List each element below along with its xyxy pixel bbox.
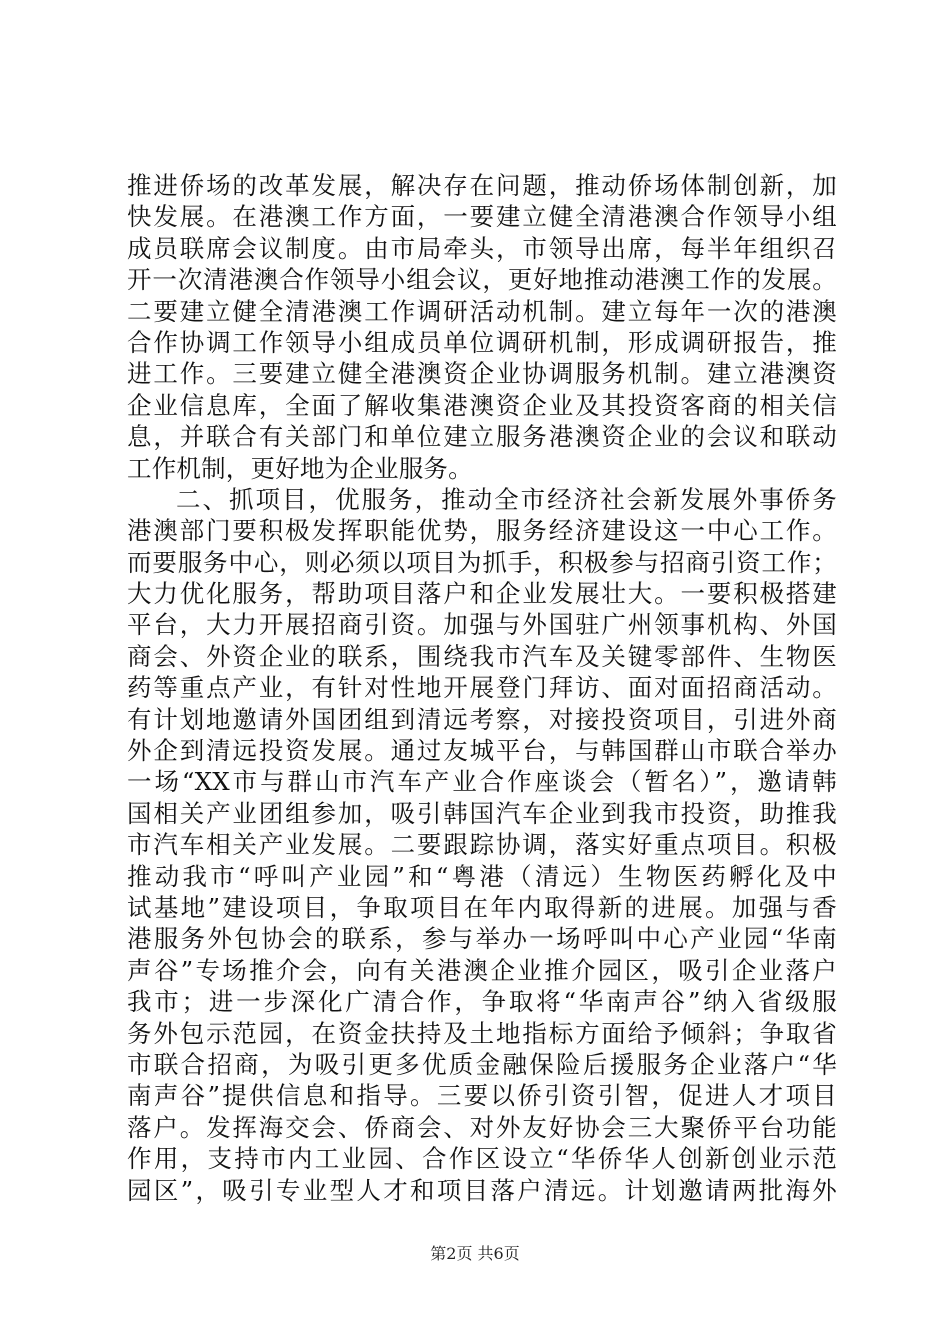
text-line: 推动我市“呼叫产业园”和“粤港（清远）生物医药孵化及中 — [127, 861, 837, 891]
text-line: 而要服务中心，则必须以项目为抓手，积极参与招商引资工作； — [127, 547, 837, 577]
text-line: 平台，大力开展招商引资。加强与外国驻广州领事机构、外国 — [127, 610, 837, 640]
text-line: 市汽车相关产业发展。二要跟踪协调，落实好重点项目。积极 — [127, 830, 837, 860]
text-line: 我市；进一步深化广清合作，争取将“华南声谷”纳入省级服 — [127, 987, 837, 1017]
text-line: 国相关产业团组参加，吸引韩国汽车企业到我市投资，助推我 — [127, 798, 837, 828]
text-line: 合作协调工作领导小组成员单位调研机制，形成调研报告，推 — [127, 327, 837, 357]
text-line: 声谷”专场推介会，向有关港澳企业推介园区，吸引企业落户 — [127, 955, 837, 985]
text-line: 二要建立健全清港澳工作调研活动机制。建立每年一次的港澳 — [127, 296, 837, 326]
text-line: 务外包示范园，在资金扶持及土地指标方面给予倾斜；争取省 — [127, 1018, 837, 1048]
text-line: 企业信息库，全面了解收集港澳资企业及其投资客商的相关信 — [127, 390, 837, 420]
page-number-footer: 第2页 共6页 — [430, 1244, 520, 1263]
text-line: 推进侨场的改革发展，解决存在问题，推动侨场体制创新，加 — [127, 171, 837, 200]
text-line: 作用，支持市内工业园、合作区设立“华侨华人创新创业示范 — [127, 1144, 837, 1174]
text-line: 成员联席会议制度。由市局牵头，市领导出席，每半年组织召 — [127, 233, 837, 263]
paragraph-end-line: 工作机制，更好地为企业服务。 — [127, 453, 473, 483]
text-line: 园区”，吸引专业型人才和项目落户清远。计划邀请两批海外 — [127, 1175, 837, 1205]
section-heading-line: 二、抓项目，优服务，推动全市经济社会新发展外事侨务 — [176, 484, 837, 514]
text-line: 快发展。在港澳工作方面，一要建立健全清港澳合作领导小组 — [127, 202, 837, 232]
text-line: 商会、外资企业的联系，围绕我市汽车及关键零部件、生物医 — [127, 641, 837, 671]
text-line: 开一次清港澳合作领导小组会议，更好地推动港澳工作的发展。 — [127, 265, 837, 295]
text-line: 有计划地邀请外国团组到清远考察，对接投资项目，引进外商 — [127, 704, 837, 734]
text-line: 港澳部门要积极发挥职能优势，服务经济建设这一中心工作。 — [127, 516, 837, 546]
text-line: 息，并联合有关部门和单位建立服务港澳资企业的会议和联动 — [127, 422, 837, 452]
text-line: 一场“XX市与群山市汽车产业合作座谈会（暂名）”，邀请韩 — [127, 767, 837, 797]
text-line: 大力优化服务，帮助项目落户和企业发展壮大。一要积极搭建 — [127, 579, 837, 609]
text-line: 落户。发挥海交会、侨商会、对外友好协会三大聚侨平台功能 — [127, 1112, 837, 1142]
text-line: 药等重点产业，有针对性地开展登门拜访、面对面招商活动。 — [127, 673, 837, 703]
text-line: 南声谷”提供信息和指导。三要以侨引资引智，促进人才项目 — [127, 1081, 837, 1111]
text-line: 港服务外包协会的联系，参与举办一场呼叫中心产业园“华南 — [127, 924, 837, 954]
text-line: 市联合招商，为吸引更多优质金融保险后援服务企业落户“华 — [127, 1049, 837, 1079]
text-line: 进工作。三要建立健全港澳资企业协调服务机制。建立港澳资 — [127, 359, 837, 389]
body-text — [127, 170, 837, 1206]
text-line: 试基地”建设项目，争取项目在年内取得新的进展。加强与香 — [127, 892, 837, 922]
text-line: 外企到清远投资发展。通过友城平台，与韩国群山市联合举办 — [127, 736, 837, 766]
